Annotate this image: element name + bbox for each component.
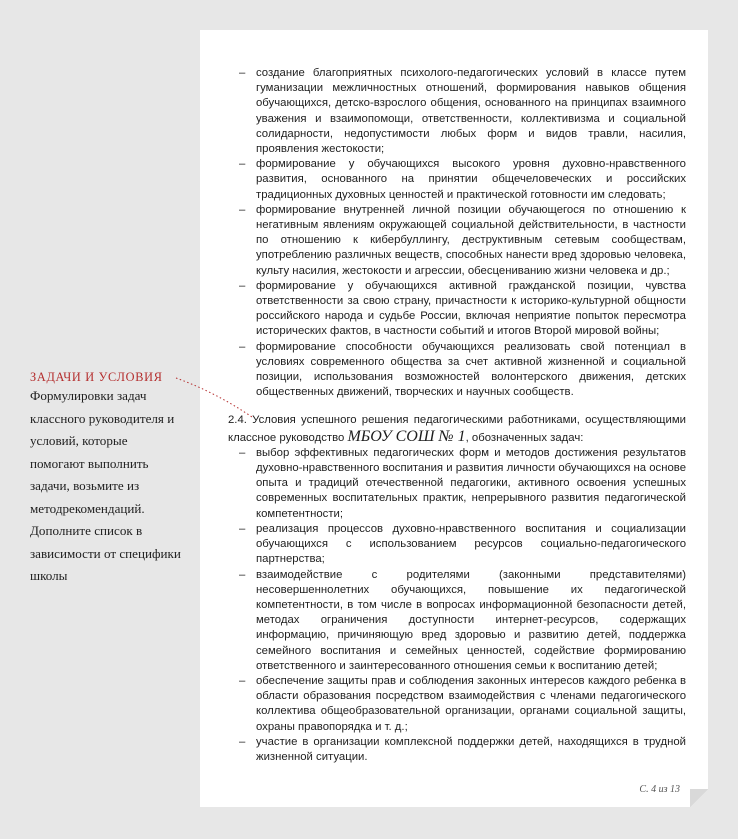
bullet-dash: – xyxy=(239,735,246,748)
list-item-text: реализация процессов духовно-нравственного воспитания и социализации обучающихся с использованием ресурсов социально-педагогического партнерства; xyxy=(256,522,686,566)
list-item xyxy=(228,568,686,674)
page-number: С. 4 из 13 xyxy=(639,784,680,795)
bullet-dash: – xyxy=(239,279,246,292)
annotation-title: ЗАДАЧИ И УСЛОВИЯ xyxy=(30,370,163,384)
conditions-list xyxy=(228,446,686,765)
school-name: МБОУ СОШ № 1 xyxy=(347,427,466,445)
bullet-dash: – xyxy=(239,522,246,535)
list-item xyxy=(228,203,686,279)
bullet-dash: – xyxy=(239,203,246,216)
section-heading-prefix: 2.4. Условия успешного решения педагогическими работниками, осуществляющими классное руководство xyxy=(228,414,686,444)
list-item xyxy=(228,674,686,735)
document-content xyxy=(228,66,686,765)
list-item-text: формирование внутренней личной позиции обучающегося по отношению к негативным явлениям окружающей социальной действительности, в частности по отношению к кибербуллингу, деструктивным сетевым сообществам, употреблению различных веществ, способных нанести вред здоровью человека, культу насилия, жестокости и агрессии, обесцениванию жизни человека и др.; xyxy=(256,203,686,277)
bullet-dash: – xyxy=(239,446,246,459)
list-item xyxy=(228,66,686,157)
list-item-text: участие в организации комплексной поддержки детей, находящихся в трудной жизненной ситуации. xyxy=(256,735,686,763)
list-item-text: взаимодействие с родителями (законными представителями) несовершеннолетних обучающихся, повышение их педагогической компетентности, в том числе в вопросах информационной безопасности детей, методах ограничения доступности интернет-ресурсов, содержащих информацию, причиняющую вред здоровью и развитию детей, поддержка семейного воспитания и семейных ценностей, содействие формированию ответственного и заинтересованного отношения семьи к воспитанию детей; xyxy=(256,568,686,672)
bullet-dash: – xyxy=(239,340,246,353)
bullet-dash: – xyxy=(239,67,246,79)
list-item-text: создание благоприятных психолого-педагогических условий в классе путем гуманизации межличностных отношений, формирования навыков общения обучающихся, детско-взрослого общения, основанного на принципах взаимного уважения и взаимопомощи, ответственности, коллективизма и социальной солидарности, недопустимости любых форм и видов травли, насилия, проявления жестокости; xyxy=(256,67,686,156)
annotation-text: Формулировки задач классного руководителя и условий, которые помогают выполнить задачи, возьмите из методрекомендаций. Дополните список в зависимости от специфики школы xyxy=(30,388,181,583)
list-item-text: выбор эффективных педагогических форм и методов достижения результатов духовно-нравственного воспитания и развития личности обучающихся на основе опыта и традиций отечественной педагогики, активного освоения успешных современных воспитательных практик, непрерывного развития педагогической компетентности; xyxy=(256,446,686,520)
bullet-dash: – xyxy=(239,674,246,687)
section-heading xyxy=(228,413,686,445)
list-item xyxy=(228,157,686,203)
margin-annotation xyxy=(30,369,182,588)
list-item-text: формирование способности обучающихся реализовать свой потенциал в условиях современного общества за счет активной жизненной и социальной позиции, использования возможностей волонтерского движения, детских общественных движений, творческих и научных сообществ. xyxy=(256,340,686,399)
list-item-text: обеспечение защиты прав и соблюдения законных интересов каждого ребенка в области образования посредством взаимодействия с членами педагогического коллектива общеобразовательной организации, органами социальной защиты, охраны правопорядка и т. д.; xyxy=(256,674,686,733)
list-item xyxy=(228,340,686,401)
list-item xyxy=(228,279,686,340)
list-item xyxy=(228,522,686,568)
section-heading-suffix: , обозначенных задач: xyxy=(465,431,584,444)
bullet-dash: – xyxy=(239,568,246,581)
bullet-dash: – xyxy=(239,158,246,171)
goals-list xyxy=(228,66,686,400)
list-item xyxy=(228,446,686,522)
list-item-text: формирование у обучающихся высокого уровня духовно-нравственного развития, основанного на принятии общечеловеческих и российских традиционных духовных ценностей и практической готовности им следовать; xyxy=(256,158,686,201)
list-item xyxy=(228,735,686,765)
list-item-text: формирование у обучающихся активной гражданской позиции, чувства ответственности за свою страну, причастности к историко-культурной общности российского народа и судьбе России, включая неприятие попыток пересмотра исторических фактов, в частности событий и итогов Второй мировой войны; xyxy=(256,279,686,338)
